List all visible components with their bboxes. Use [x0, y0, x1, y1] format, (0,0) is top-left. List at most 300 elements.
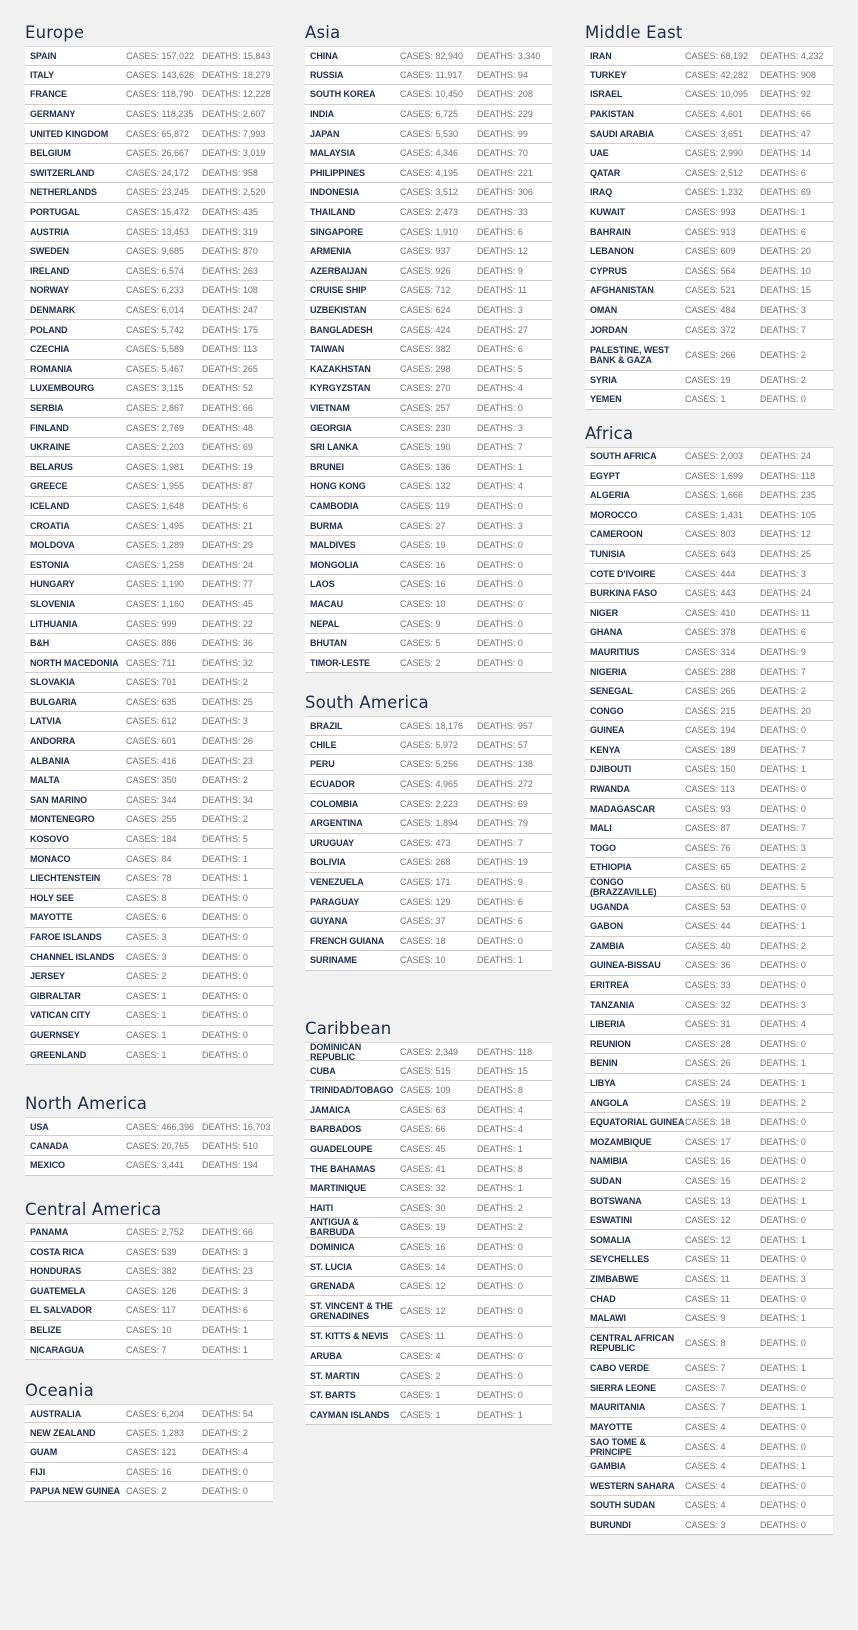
cases-count: CASES: 2: [400, 1370, 441, 1381]
deaths-count: DEATHS: 2: [477, 1222, 523, 1233]
table-row: [305, 932, 552, 952]
table-row: [585, 1211, 833, 1231]
table-row: [585, 1437, 833, 1457]
table-row: [305, 951, 552, 971]
table-row: [305, 1159, 552, 1179]
cases-count: CASES: 612: [126, 716, 177, 727]
cases-count: CASES: 803: [685, 529, 736, 540]
country-name: SWITZERLAND: [30, 167, 95, 178]
cases-count: CASES: 215: [685, 705, 736, 716]
deaths-count: DEATHS: 3,340: [477, 50, 541, 61]
deaths-count: DEATHS: 24: [760, 451, 811, 462]
cases-count: CASES: 4: [685, 1422, 726, 1433]
cases-count: CASES: 712: [400, 285, 451, 296]
table-row: [25, 1156, 273, 1176]
table-row: [25, 477, 273, 497]
cases-count: CASES: 9: [400, 618, 441, 629]
table-row: [585, 662, 833, 682]
country-name: URUGUAY: [310, 837, 354, 848]
table-row: [25, 1321, 273, 1341]
deaths-count: DEATHS: 32: [202, 657, 253, 668]
country-name: NORTH MACEDONIA: [30, 657, 119, 668]
cases-count: CASES: 1,910: [400, 226, 459, 237]
deaths-count: DEATHS: 7: [760, 666, 806, 677]
table-row: [585, 371, 833, 391]
deaths-count: DEATHS: 0: [760, 1480, 806, 1491]
cases-count: CASES: 3: [126, 932, 167, 943]
country-name: GUADELOUPE: [310, 1143, 373, 1154]
deaths-count: DEATHS: 2: [760, 686, 806, 697]
cases-count: CASES: 11,917: [400, 69, 463, 80]
table-row: [25, 457, 273, 477]
table-row: [585, 301, 833, 321]
deaths-count: DEATHS: 29: [202, 540, 253, 551]
table-row: [585, 1457, 833, 1477]
table-row: [25, 203, 273, 223]
deaths-count: DEATHS: 175: [202, 324, 258, 335]
cases-count: CASES: 539: [126, 1246, 177, 1257]
table-row: [25, 849, 273, 869]
country-name: BURMA: [310, 520, 343, 531]
deaths-count: DEATHS: 5: [760, 882, 806, 893]
table-row: [25, 222, 273, 242]
deaths-count: DEATHS: 3: [477, 422, 523, 433]
deaths-count: DEATHS: 1: [760, 1461, 806, 1472]
table-row: [305, 555, 552, 575]
deaths-count: DEATHS: 2: [202, 775, 248, 786]
table-row: [585, 183, 833, 203]
country-name: ST. VINCENT & THE GRENADINES: [310, 1301, 393, 1322]
cases-count: CASES: 11: [400, 1331, 445, 1342]
table-row: [305, 105, 552, 125]
country-name: GRENADA: [310, 1281, 355, 1292]
table-row: [305, 1179, 552, 1199]
table-row: [25, 516, 273, 536]
cases-count: CASES: 473: [400, 837, 451, 848]
deaths-count: DEATHS: 9: [760, 646, 806, 657]
table-row: [585, 281, 833, 301]
country-name: GEORGIA: [310, 422, 352, 433]
cases-count: CASES: 7: [685, 1382, 726, 1393]
table-row: [585, 956, 833, 976]
deaths-count: DEATHS: 1: [477, 1409, 523, 1420]
country-name: KOSOVO: [30, 834, 69, 845]
cases-count: CASES: 1,648: [126, 500, 185, 511]
country-name: MONGOLIA: [310, 559, 359, 570]
deaths-count: DEATHS: 263: [202, 265, 258, 276]
region-title: South America: [305, 693, 429, 712]
deaths-count: DEATHS: 118: [477, 1046, 533, 1057]
deaths-count: DEATHS: 113: [202, 344, 258, 355]
cases-count: CASES: 314: [685, 646, 736, 657]
table-row: [585, 741, 833, 761]
table-row: [585, 564, 833, 584]
cases-count: CASES: 11: [685, 1293, 730, 1304]
cases-count: CASES: 2,512: [685, 167, 744, 178]
country-name: GUINEA: [590, 725, 625, 736]
cases-count: CASES: 118,235: [126, 109, 194, 120]
cases-count: CASES: 132: [400, 481, 451, 492]
deaths-count: DEATHS: 3: [760, 842, 806, 853]
deaths-count: DEATHS: 1: [760, 1402, 806, 1413]
deaths-count: DEATHS: 0: [477, 1306, 523, 1317]
cases-count: CASES: 126: [126, 1285, 177, 1296]
table-row: [585, 682, 833, 702]
cases-count: CASES: 27: [400, 520, 446, 531]
country-name: AUSTRALIA: [30, 1408, 82, 1419]
country-name: SOMALIA: [590, 1234, 631, 1245]
table-row: [25, 575, 273, 595]
table-row: [305, 1405, 552, 1425]
country-name: VENEZUELA: [310, 877, 364, 888]
deaths-count: DEATHS: 57: [477, 739, 528, 750]
cases-count: CASES: 1,666: [685, 490, 744, 501]
table-row: [585, 340, 833, 371]
deaths-count: DEATHS: 99: [477, 128, 528, 139]
table-row: [25, 497, 273, 517]
table-row: [585, 46, 833, 66]
deaths-count: DEATHS: 77: [202, 579, 253, 590]
region-asia: [305, 22, 552, 673]
deaths-count: DEATHS: 1: [202, 1344, 248, 1355]
cases-count: CASES: 1,283: [126, 1427, 185, 1438]
country-name: SPAIN: [30, 50, 57, 61]
table-row: [25, 614, 273, 634]
cases-count: CASES: 444: [685, 568, 736, 579]
deaths-count: DEATHS: 118: [760, 470, 816, 481]
country-name: CHINA: [310, 50, 338, 61]
cases-count: CASES: 5: [400, 638, 441, 649]
deaths-count: DEATHS: 5: [477, 363, 523, 374]
cases-count: CASES: 424: [400, 324, 451, 335]
deaths-count: DEATHS: 2,520: [202, 187, 266, 198]
table-row: [585, 760, 833, 780]
table-row: [305, 516, 552, 536]
deaths-count: DEATHS: 138: [477, 759, 533, 770]
table-row: [305, 912, 552, 932]
cases-count: CASES: 1,894: [400, 818, 459, 829]
cases-count: CASES: 6,204: [126, 1408, 185, 1419]
cases-count: CASES: 288: [685, 666, 736, 677]
column-middle: [305, 22, 552, 1425]
region-title: Europe: [25, 23, 85, 42]
table-row: [25, 947, 273, 967]
table-row: [25, 1242, 273, 1262]
deaths-count: DEATHS: 0: [202, 892, 248, 903]
table-row: [25, 438, 273, 458]
country-name: MALTA: [30, 775, 60, 786]
cases-count: CASES: 19: [685, 374, 731, 385]
cases-count: CASES: 44: [685, 921, 731, 932]
cases-count: CASES: 10,450: [400, 89, 464, 100]
deaths-count: DEATHS: 12: [760, 529, 811, 540]
cases-count: CASES: 129: [400, 896, 451, 907]
deaths-count: DEATHS: 79: [477, 818, 528, 829]
cases-count: CASES: 5,589: [126, 344, 185, 355]
table-row: [25, 1223, 273, 1243]
cases-count: CASES: 344: [126, 794, 177, 805]
cases-count: CASES: 11: [685, 1273, 730, 1284]
table-row: [305, 834, 552, 854]
table-row: [305, 418, 552, 438]
table-row: [585, 1477, 833, 1497]
country-name: ECUADOR: [310, 779, 355, 790]
country-name: FRANCE: [30, 89, 67, 100]
deaths-count: DEATHS: 66: [202, 1227, 253, 1238]
country-name: INDONESIA: [310, 187, 360, 198]
country-name: SYRIA: [590, 374, 618, 385]
cases-count: CASES: 15: [685, 1175, 731, 1186]
deaths-count: DEATHS: 0: [202, 1466, 248, 1477]
deaths-count: DEATHS: 0: [760, 1156, 806, 1167]
cases-count: CASES: 4: [685, 1441, 726, 1452]
country-table: [305, 1042, 552, 1425]
table-row: [25, 1482, 273, 1502]
country-name: ROMANIA: [30, 363, 73, 374]
country-table: [25, 1404, 273, 1502]
table-row: [305, 794, 552, 814]
cases-count: CASES: 270: [400, 383, 451, 394]
country-name: BOTSWANA: [590, 1195, 642, 1206]
deaths-count: DEATHS: 3: [202, 716, 248, 727]
cases-count: CASES: 298: [400, 363, 451, 374]
cases-count: CASES: 8: [126, 892, 167, 903]
country-name: GUERNSEY: [30, 1029, 80, 1040]
cases-count: CASES: 711: [126, 657, 176, 668]
table-row: [25, 751, 273, 771]
table-row: [305, 1386, 552, 1406]
country-name: LIBYA: [590, 1077, 616, 1088]
country-table: [25, 1223, 273, 1360]
deaths-count: DEATHS: 69: [202, 442, 253, 453]
deaths-count: DEATHS: 0: [477, 657, 523, 668]
deaths-count: DEATHS: 34: [202, 794, 253, 805]
cases-count: CASES: 635: [126, 696, 177, 707]
table-row: [305, 653, 552, 673]
table-row: [25, 908, 273, 928]
cases-count: CASES: 13: [685, 1195, 731, 1206]
table-row: [25, 1340, 273, 1360]
country-name: DOMINICA: [310, 1241, 355, 1252]
country-name: MAURITIUS: [590, 646, 640, 657]
deaths-count: DEATHS: 0: [760, 1520, 806, 1531]
cases-count: CASES: 24,172: [126, 167, 190, 178]
cases-count: CASES: 3,651: [685, 128, 744, 139]
deaths-count: DEATHS: 235: [760, 490, 816, 501]
deaths-count: DEATHS: 0: [760, 1038, 806, 1049]
deaths-count: DEATHS: 3: [760, 1273, 806, 1284]
country-name: SOUTH KOREA: [310, 89, 376, 100]
deaths-count: DEATHS: 1: [760, 1234, 806, 1245]
table-row: [305, 1198, 552, 1218]
deaths-count: DEATHS: 194: [202, 1160, 258, 1171]
region-europe: [25, 22, 273, 1065]
cases-count: CASES: 484: [685, 305, 736, 316]
table-row: [25, 360, 273, 380]
deaths-count: DEATHS: 0: [760, 1500, 806, 1511]
deaths-count: DEATHS: 2: [760, 862, 806, 873]
cases-count: CASES: 45: [400, 1143, 446, 1154]
deaths-count: DEATHS: 6: [202, 1305, 248, 1316]
cases-count: CASES: 16: [400, 1241, 446, 1252]
table-row: [305, 164, 552, 184]
cases-count: CASES: 1,258: [126, 559, 185, 570]
country-name: PAPUA NEW GUINEA: [30, 1486, 120, 1497]
cases-count: CASES: 1,431: [685, 509, 744, 520]
table-row: [585, 85, 833, 105]
deaths-count: DEATHS: 15,843: [202, 50, 271, 61]
table-row: [25, 732, 273, 752]
deaths-count: DEATHS: 7: [477, 442, 523, 453]
cases-count: CASES: 14: [400, 1261, 446, 1272]
country-name: MACAU: [310, 598, 343, 609]
cases-count: CASES: 93: [685, 803, 731, 814]
country-name: LIBERIA: [590, 1019, 626, 1030]
cases-count: CASES: 30: [400, 1202, 446, 1213]
table-row: [25, 712, 273, 732]
country-name: PANAMA: [30, 1227, 69, 1238]
table-row: [585, 1250, 833, 1270]
country-name: LATVIA: [30, 716, 62, 727]
table-row: [305, 301, 552, 321]
deaths-count: DEATHS: 3: [477, 520, 523, 531]
deaths-count: DEATHS: 0: [477, 935, 523, 946]
cases-count: CASES: 189: [685, 744, 736, 755]
deaths-count: DEATHS: 0: [202, 1010, 248, 1021]
table-row: [25, 889, 273, 909]
cases-count: CASES: 999: [126, 618, 177, 629]
table-row: [25, 1281, 273, 1301]
deaths-count: DEATHS: 0: [477, 559, 523, 570]
deaths-count: DEATHS: 1: [760, 1313, 806, 1324]
table-row: [305, 814, 552, 834]
deaths-count: DEATHS: 18,279: [202, 69, 271, 80]
table-row: [585, 1054, 833, 1074]
cases-count: CASES: 564: [685, 265, 736, 276]
table-row: [305, 242, 552, 262]
cases-count: CASES: 19: [400, 1222, 446, 1233]
country-name: MAYOTTE: [590, 1422, 633, 1433]
country-name: VIETNAM: [310, 402, 350, 413]
country-name: BURKINA FASO: [590, 588, 657, 599]
table-row: [305, 281, 552, 301]
country-name: HONDURAS: [30, 1266, 82, 1277]
deaths-count: DEATHS: 2: [760, 374, 806, 385]
table-row: [305, 124, 552, 144]
table-row: [585, 1270, 833, 1290]
country-name: UZBEKISTAN: [310, 305, 367, 316]
country-name: ANTIGUA & BARBUDA: [310, 1217, 359, 1238]
cases-count: CASES: 1,981: [126, 461, 185, 472]
table-row: [585, 1093, 833, 1113]
cases-count: CASES: 443: [685, 588, 736, 599]
country-name: BOLIVIA: [310, 857, 346, 868]
deaths-count: DEATHS: 47: [760, 128, 811, 139]
table-row: [25, 1301, 273, 1321]
deaths-count: DEATHS: 2: [202, 814, 248, 825]
cases-count: CASES: 26,667: [126, 148, 190, 159]
country-name: TIMOR-LESTE: [310, 657, 370, 668]
table-row: [585, 701, 833, 721]
cases-count: CASES: 6,014: [126, 305, 185, 316]
table-row: [25, 46, 273, 66]
table-row: [25, 242, 273, 262]
table-row: [585, 525, 833, 545]
deaths-count: DEATHS: 221: [477, 167, 533, 178]
table-row: [25, 673, 273, 693]
country-name: FAROE ISLANDS: [30, 932, 102, 943]
country-name: SIERRA LEONE: [590, 1382, 656, 1393]
deaths-count: DEATHS: 2: [202, 1427, 248, 1438]
cases-count: CASES: 6,574: [126, 265, 185, 276]
cases-count: CASES: 10: [400, 598, 446, 609]
table-row: [305, 755, 552, 775]
cases-count: CASES: 42,282: [685, 69, 749, 80]
country-name: DJIBOUTI: [590, 764, 632, 775]
deaths-count: DEATHS: 0: [202, 1049, 248, 1060]
deaths-count: DEATHS: 265: [202, 363, 258, 374]
table-row: [25, 262, 273, 282]
deaths-count: DEATHS: 306: [477, 187, 533, 198]
country-name: USA: [30, 1121, 49, 1132]
cases-count: CASES: 10: [126, 1324, 172, 1335]
country-name: THAILAND: [310, 207, 356, 218]
table-row: [305, 1327, 552, 1347]
deaths-count: DEATHS: 54: [202, 1408, 253, 1419]
cases-count: CASES: 53: [685, 901, 731, 912]
country-name: UAE: [590, 148, 609, 159]
cases-count: CASES: 378: [685, 627, 736, 638]
country-name: EGYPT: [590, 470, 621, 481]
country-name: SAO TOME & PRINCIPE: [590, 1436, 646, 1457]
cases-count: CASES: 136: [400, 461, 451, 472]
deaths-count: DEATHS: 0: [760, 1215, 806, 1226]
region-title: Caribbean: [305, 1018, 392, 1038]
table-row: [585, 1398, 833, 1418]
deaths-count: DEATHS: 0: [477, 1241, 523, 1252]
deaths-count: DEATHS: 1: [760, 1058, 806, 1069]
country-name: BENIN: [590, 1058, 618, 1069]
table-row: [305, 1366, 552, 1386]
table-row: [305, 595, 552, 615]
table-row: [25, 1117, 273, 1137]
table-row: [25, 124, 273, 144]
country-name: AUSTRIA: [30, 226, 70, 237]
cases-count: CASES: 82,940: [400, 50, 464, 61]
deaths-count: DEATHS: 9: [477, 877, 523, 888]
table-row: [25, 320, 273, 340]
deaths-count: DEATHS: 33: [477, 207, 528, 218]
cases-count: CASES: 416: [126, 755, 177, 766]
region-caribbean: [305, 1018, 552, 1425]
country-name: SENEGAL: [590, 686, 633, 697]
deaths-count: DEATHS: 4: [760, 1019, 806, 1030]
country-name: GABON: [590, 921, 623, 932]
table-row: [25, 653, 273, 673]
cases-count: CASES: 16: [685, 1156, 731, 1167]
country-name: ESTONIA: [30, 559, 70, 570]
deaths-count: DEATHS: 4,232: [760, 50, 824, 61]
deaths-count: DEATHS: 36: [202, 638, 253, 649]
country-name: BELARUS: [30, 461, 73, 472]
cases-count: CASES: 19: [400, 540, 446, 551]
table-row: [25, 379, 273, 399]
table-row: [585, 390, 833, 410]
deaths-count: DEATHS: 957: [477, 720, 533, 731]
country-name: EQUATORIAL GUINEA: [590, 1117, 685, 1128]
deaths-count: DEATHS: 0: [477, 500, 523, 511]
table-row: [25, 1045, 273, 1065]
